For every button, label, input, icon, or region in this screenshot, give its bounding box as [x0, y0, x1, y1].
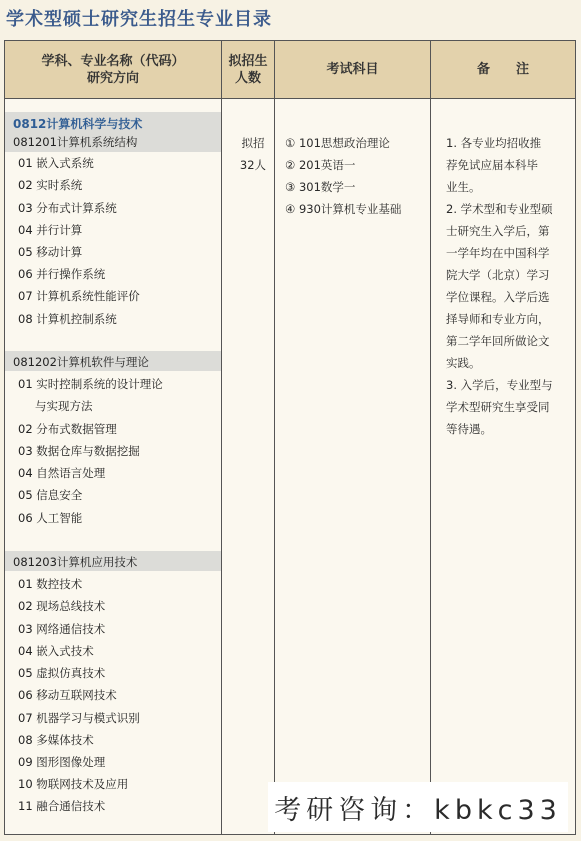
quota-label: 拟招	[241, 136, 265, 150]
note-line: 2. 学术型和专业型硕	[446, 202, 553, 216]
header-direction-label: 研究方向	[86, 70, 139, 86]
note-line: 一学年均在中国科学	[446, 246, 550, 260]
catalog-table	[4, 40, 576, 835]
direction-item: 02 分布式数据管理	[18, 422, 117, 436]
direction-item-continued: 与实现方法	[35, 399, 93, 413]
direction-item: 03 数据仓库与数据挖掘	[18, 444, 140, 458]
direction-item: 05 信息安全	[18, 488, 83, 502]
direction-item: 03 分布式计算系统	[18, 201, 117, 215]
note-line: 1. 各专业均招收推	[446, 136, 542, 150]
exam-subject: ② 201英语一	[285, 158, 356, 172]
watermark-overlay: 考研咨询：kbkc33	[268, 782, 568, 832]
exam-subject: ③ 301数学一	[285, 180, 356, 194]
section-title: 081202计算机软件与理论	[13, 355, 149, 369]
direction-item: 01 数控技术	[18, 577, 83, 591]
note-line: 等待遇。	[446, 422, 492, 436]
page-title: 学术型硕士研究生招生专业目录	[6, 9, 272, 30]
direction-item: 08 计算机控制系统	[18, 312, 117, 326]
direction-item: 07 计算机系统性能评价	[18, 289, 140, 303]
direction-item: 04 并行计算	[18, 223, 83, 237]
header-major	[5, 41, 221, 98]
direction-item: 01 实时控制系统的设计理论	[18, 377, 163, 391]
table-header	[5, 41, 575, 99]
header-quota-line1: 拟招生	[228, 53, 268, 69]
discipline-title: 0812计算机科学与技术	[13, 117, 143, 131]
note-line: 士研究生入学后，第	[446, 224, 550, 238]
note-line: 荐免试应届本科毕	[446, 158, 538, 172]
direction-item: 01 嵌入式系统	[18, 156, 94, 170]
exam-subject: ④ 930计算机专业基础	[285, 202, 402, 216]
note-line: 实践。	[446, 356, 481, 370]
direction-item: 06 并行操作系统	[18, 267, 106, 281]
column-divider	[430, 41, 431, 834]
direction-item: 10 物联网技术及应用	[18, 777, 129, 791]
direction-item: 03 网络通信技术	[18, 622, 106, 636]
note-line: 学位课程。入学后选	[446, 290, 550, 304]
column-divider	[274, 41, 275, 834]
note-line: 第二学年回所做论文	[446, 334, 550, 348]
note-line: 业生。	[446, 180, 481, 194]
direction-item: 02 实时系统	[18, 178, 83, 192]
header-exam: 考试科目	[326, 62, 379, 77]
note-line: 院大学（北京）学习	[446, 268, 550, 282]
direction-item: 06 移动互联网技术	[18, 688, 117, 702]
note-line: 择导师和专业方向，	[446, 312, 550, 326]
direction-item: 05 移动计算	[18, 245, 83, 259]
direction-item: 02 现场总线技术	[18, 599, 106, 613]
header-quota-line2: 人数	[234, 70, 261, 86]
note-line: 学术型研究生享受同	[446, 400, 550, 414]
direction-item: 09 图形图像处理	[18, 755, 106, 769]
direction-item: 05 虚拟仿真技术	[18, 666, 106, 680]
quota-value: 32人	[239, 158, 267, 172]
section-title: 081203计算机应用技术	[13, 555, 138, 569]
direction-item: 06 人工智能	[18, 511, 83, 525]
header-quota	[222, 41, 274, 98]
header-major-label: 学科、专业名称（代码）	[41, 53, 185, 69]
direction-item: 07 机器学习与模式识别	[18, 711, 140, 725]
direction-item: 04 自然语言处理	[18, 466, 106, 480]
exam-subject: ① 101思想政治理论	[285, 136, 390, 150]
direction-item: 11 融合通信技术	[18, 799, 106, 813]
column-divider	[221, 41, 222, 834]
direction-item: 04 嵌入式技术	[18, 644, 94, 658]
section-title: 081201计算机系统结构	[13, 135, 138, 149]
header-notes: 备 注	[476, 62, 529, 77]
direction-item: 08 多媒体技术	[18, 733, 94, 747]
note-line: 3. 入学后，专业型与	[446, 378, 553, 392]
